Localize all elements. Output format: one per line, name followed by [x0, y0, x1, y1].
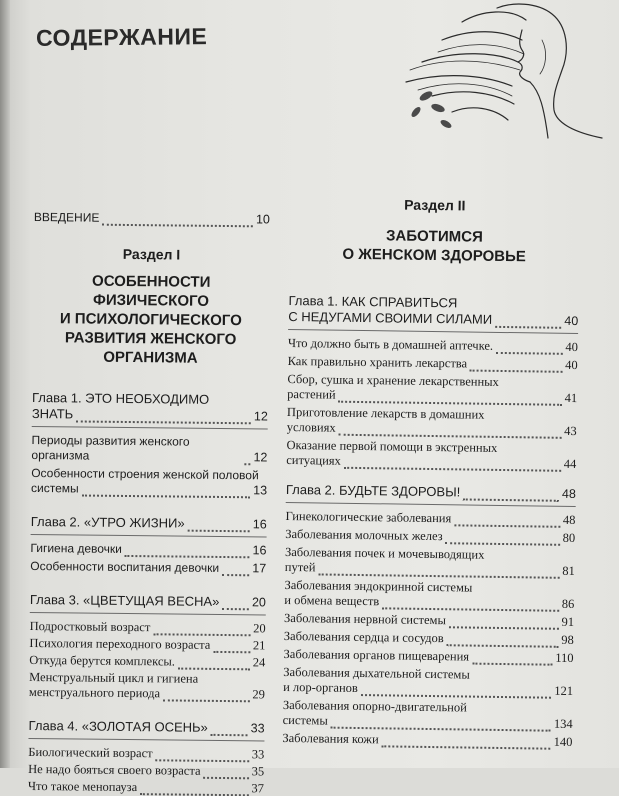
toc-page-number: 121 — [554, 683, 574, 699]
toc-page-number: 12 — [253, 450, 268, 465]
toc-page-number: 44 — [563, 456, 577, 472]
toc-subentry[interactable]: Заболевания органов пищеварения 110 — [283, 646, 574, 666]
toc-subentry[interactable]: Периоды развития женского организма 12 — [31, 432, 268, 465]
leader-dots — [495, 317, 561, 329]
divider — [30, 612, 266, 615]
toc-page-number: 29 — [252, 687, 266, 702]
divider — [286, 502, 576, 507]
section-label: Раздел I — [122, 245, 181, 263]
toc-page-number: 80 — [562, 530, 576, 546]
toc-page-number: 40 — [564, 313, 579, 329]
leader-dots — [76, 411, 251, 424]
toc-page-number: 48 — [561, 486, 576, 502]
toc-subentry[interactable]: Особенности воспитания девочки 17 — [30, 558, 267, 576]
leader-dots — [153, 624, 250, 636]
toc-page-number: 10 — [255, 212, 270, 227]
leader-dots — [140, 784, 248, 796]
toc-page-number: 140 — [553, 734, 573, 749]
toc-page-number: 20 — [253, 621, 266, 636]
toc-page-number: 16 — [252, 517, 267, 532]
toc-entry-title: ВВЕДЕНИЕ — [33, 210, 100, 225]
toc-subentry[interactable]: Заболевания молочных желез 80 — [285, 526, 576, 546]
section-label: Раздел II — [404, 196, 466, 214]
toc-chapter-title: Глава 1. КАК СПРАВИТЬСЯ — [288, 292, 458, 311]
toc-subentry[interactable]: Биологический возраст 33 — [28, 744, 265, 762]
toc-page-number: 86 — [561, 596, 575, 612]
toc-page-number: 17 — [252, 561, 267, 576]
toc-page-number: 12 — [253, 409, 268, 424]
toc-page-number: 91 — [561, 614, 575, 630]
toc-page-number: 20 — [251, 595, 266, 610]
toc-page-number: 48 — [562, 512, 576, 528]
leader-dots — [470, 361, 562, 373]
leader-dots — [156, 750, 249, 762]
leader-dots — [496, 343, 562, 355]
toc-subentry[interactable]: Гигиена девочки 16 — [30, 540, 267, 558]
toc-subentry[interactable]: Менструальный цикл и гигиена менструального периода 29 — [28, 669, 266, 702]
toc-subentry[interactable]: Заболевания нервной системы 91 — [283, 610, 575, 630]
leader-dots — [449, 617, 559, 630]
toc-chapter-title: Глава 4. «ЗОЛОТАЯ ОСЕНЬ» — [28, 717, 208, 735]
toc-subentry[interactable]: Заболевания эндокринной системы и обмена веществ 86 — [284, 577, 575, 612]
toc-page-number: 33 — [251, 747, 265, 762]
toc-subentry[interactable]: Подростковый возраст 20 — [29, 618, 266, 636]
toc-chapter-title: Глава 1. ЭТО НЕОБХОДИМО — [31, 389, 210, 407]
toc-page-number: 81 — [562, 563, 575, 579]
section-heading: ЗАБОТИМСЯ О ЖЕНСКОМ ЗДОРОВЬЕ — [342, 227, 526, 266]
leader-dots — [178, 659, 250, 671]
toc-page-number: 41 — [564, 390, 578, 406]
section-heading: ОСОБЕННОСТИ ФИЗИЧЕСКОГО И ПСИХОЛОГИЧЕСКОГО РАЗВИТИЯ ЖЕНСКОГО ОРГАНИЗМА — [59, 272, 242, 367]
toc-chapter-title: Глава 3. «ЦВЕТУЩАЯ ВЕСНА» — [29, 591, 220, 609]
divider — [31, 534, 267, 537]
toc-chapter-2[interactable] — [31, 514, 267, 532]
leader-dots — [244, 454, 250, 465]
leader-dots — [163, 690, 249, 702]
leader-dots — [463, 489, 559, 501]
leader-dots — [472, 654, 552, 666]
toc-chapter-1[interactable]: Глава 1. КАК СПРАВИТЬСЯ С НЕДУГАМИ СВОИМИ СИЛАМИ 40 — [288, 292, 579, 329]
leader-dots — [211, 725, 248, 736]
toc-subentry[interactable]: Особенности строения женской половой системы 13 — [31, 465, 268, 498]
toc-page-number: 110 — [555, 650, 574, 666]
toc-page-number: 21 — [252, 638, 266, 653]
divider — [28, 738, 264, 741]
toc-chapter-title: Глава 2. БУДЬТЕ ЗДОРОВЫ! — [285, 481, 461, 500]
leader-dots — [222, 565, 249, 576]
toc-subentry[interactable]: Что такое менопауза 37 — [27, 778, 265, 796]
toc-right-column — [282, 195, 580, 750]
toc-chapter-4[interactable] — [29, 718, 265, 736]
divider — [32, 426, 268, 429]
toc-subentry[interactable]: Заболевания дыхательной системы и лор-органов 121 — [283, 664, 574, 699]
toc-subentry[interactable]: Оказание первой помощи в экстренных ситуациях 44 — [286, 437, 577, 472]
toc-subentry[interactable]: Откуда берутся комплексы. 24 — [29, 652, 266, 670]
leader-dots — [213, 642, 250, 653]
leader-dots — [125, 546, 250, 558]
toc-page-number: 134 — [553, 716, 573, 731]
toc-subentry[interactable]: Заболевания кожи 140 — [282, 730, 573, 749]
toc-page-number: 40 — [565, 339, 579, 355]
toc-page-number: 13 — [253, 483, 268, 498]
toc-subentry[interactable]: Заболевания опорно-двигательной системы 134 — [282, 697, 573, 731]
leader-dots — [203, 768, 248, 779]
book-spine-shadow — [0, 0, 10, 768]
toc-page-number: 16 — [252, 543, 267, 558]
leader-dots — [188, 521, 250, 533]
leader-dots — [82, 486, 251, 499]
leader-dots — [446, 533, 560, 546]
toc-subentry[interactable]: Приготовление лекарств в домашних условиях 43 — [286, 404, 577, 439]
toc-page-number: 43 — [564, 423, 577, 439]
toc-page-number: 35 — [251, 764, 265, 779]
toc-subentry[interactable]: Что должно быть в домашней аптечке. 40 — [287, 335, 579, 355]
toc-subentry[interactable]: Сбор, сушка и хранение лекарственных растений 41 — [287, 371, 578, 406]
woman-profile-illustration — [402, 0, 612, 140]
toc-page-number: 33 — [250, 721, 265, 736]
toc-page-number: 37 — [251, 781, 265, 796]
page-title: СОДЕРЖАНИЕ — [35, 23, 208, 51]
divider — [288, 329, 578, 334]
leader-dots — [102, 215, 253, 228]
toc-chapter-3[interactable] — [30, 592, 266, 610]
leader-dots — [382, 736, 551, 749]
toc-left-column — [28, 210, 270, 796]
toc-subentry[interactable]: Психология переходного возраста 21 — [29, 635, 266, 653]
toc-page-number: 40 — [565, 357, 578, 373]
toc-page-number: 98 — [561, 632, 574, 648]
toc-entry-intro[interactable] — [34, 210, 270, 227]
toc-subentry[interactable]: Гинекологические заболевания 48 — [285, 508, 576, 528]
toc-subentry[interactable]: Как правильно хранить лекарства 40 — [287, 353, 578, 373]
toc-chapter-2[interactable] — [286, 482, 576, 502]
toc-chapter-1[interactable]: Глава 1. ЭТО НЕОБХОДИМО ЗНАТЬ 12 — [31, 389, 268, 424]
toc-chapter-title: Глава 2. «УТРО ЖИЗНИ» — [30, 513, 185, 531]
leader-dots — [454, 515, 560, 527]
toc-subentry[interactable]: Не надо бояться своего возраста 35 — [28, 761, 265, 779]
leader-dots — [222, 599, 249, 610]
toc-page-number: 24 — [252, 655, 266, 670]
leader-dots — [447, 635, 559, 648]
toc-subentry[interactable]: Заболевания почек и мочевыводящих путей 81 — [284, 544, 575, 579]
toc-subentry[interactable]: Заболевания сердца и сосудов 98 — [283, 628, 574, 648]
